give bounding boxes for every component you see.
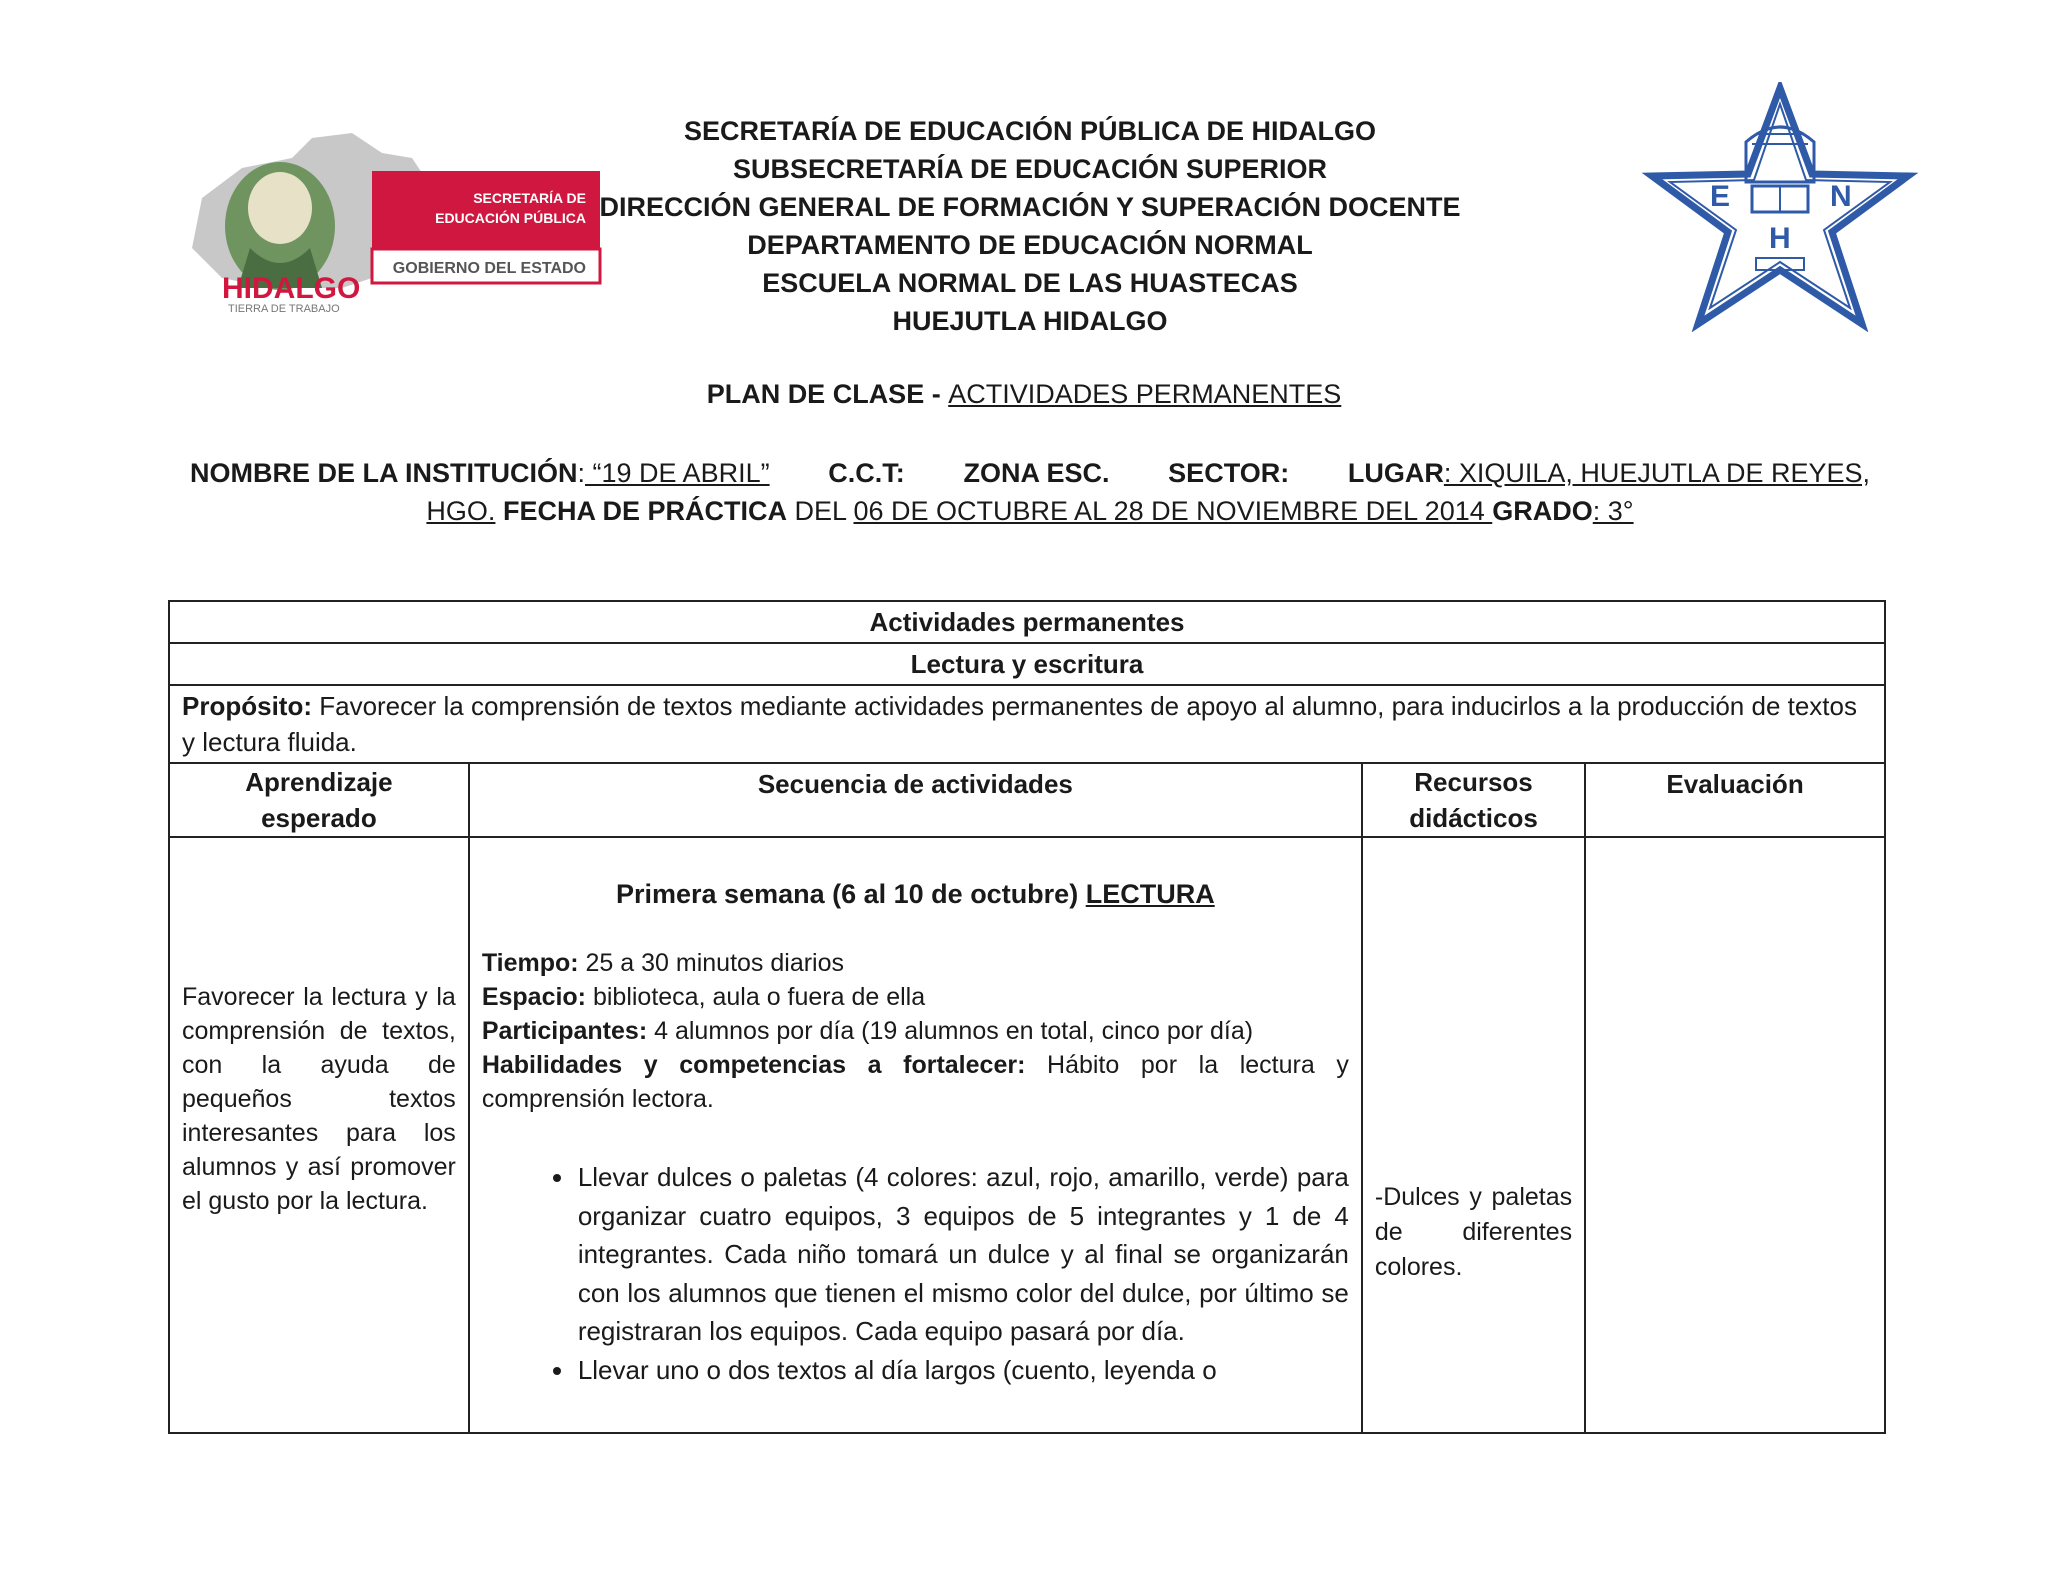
recursos-cell xyxy=(1362,837,1585,1433)
list-item: • Llevar uno o dos textos al día largos (cuento, leyenda o xyxy=(576,1351,1349,1390)
table-subtitle: Lectura y escritura xyxy=(169,643,1885,685)
hidalgo-tagline: TIERRA DE TRABAJO xyxy=(228,303,340,315)
semana-tag: LECTURA xyxy=(1085,879,1215,909)
fecha-value: 06 DE OCTUBRE AL 28 DE NOVIEMBRE DEL 2014 xyxy=(853,496,1493,526)
aprendizaje-text: Favorecer la lectura y la comprensión de textos, con la ayuda de pequeños textos interesantes para los alumnos y así promover el gusto por la lectura. xyxy=(182,983,456,1215)
lugar-value: : XIQUILA, HUEJUTLA DE REYES, xyxy=(1443,458,1870,488)
sep-logo-line2: EDUCACIÓN PÚBLICA xyxy=(435,210,586,226)
activities-table xyxy=(168,600,1886,1434)
sep-logo-line1: SECRETARÍA DE xyxy=(473,190,586,206)
lugar-value-cont: HGO. xyxy=(426,496,496,526)
institution-name-label: NOMBRE DE LA INSTITUCIÓN xyxy=(190,458,578,488)
activities-list xyxy=(482,1158,1349,1389)
plan-title xyxy=(0,376,2048,412)
table-title: Actividades permanentes xyxy=(169,601,1885,643)
header-line-3: DIRECCIÓN GENERAL DE FORMACIÓN Y SUPERACIÓN DOCENTE xyxy=(599,192,1461,222)
enh-letter-n: N xyxy=(1830,180,1852,213)
proposito-cell xyxy=(169,685,1885,763)
plan-label: PLAN DE CLASE xyxy=(706,379,925,409)
fecha-del: DEL xyxy=(786,496,854,526)
participantes-value: 4 alumnos por día (19 alumnos en total, cinco por día) xyxy=(647,1017,1254,1045)
institution-info xyxy=(190,454,1870,530)
lugar-label: LUGAR xyxy=(1347,458,1444,488)
aprendizaje-cell xyxy=(169,837,469,1433)
header-line-1: SECRETARÍA DE EDUCACIÓN PÚBLICA DE HIDALGO xyxy=(683,116,1377,146)
proposito-text: Favorecer la comprensión de textos mediante actividades permanentes de apoyo al alumno, para inducirlos a la producción de textos y lectura fluida. xyxy=(182,691,1857,757)
header-secuencia: Secuencia de actividades xyxy=(469,763,1362,837)
proposito-label: Propósito: xyxy=(182,691,312,721)
grado-value: : 3° xyxy=(1592,496,1634,526)
espacio-label: Espacio: xyxy=(481,983,587,1011)
header-recursos: Recursos didácticos xyxy=(1362,763,1585,837)
semana-title xyxy=(482,876,1349,912)
habilidades-label: Habilidades y competencias a fortalecer: xyxy=(481,1051,1026,1079)
enh-letter-h: H xyxy=(1769,222,1791,255)
fecha-label: FECHA DE PRÁCTICA xyxy=(502,496,787,526)
plan-value: ACTIVIDADES PERMANENTES xyxy=(948,379,1342,409)
header-aprendizaje: Aprendizaje esperado xyxy=(169,763,469,837)
tiempo-value: 25 a 30 minutos diarios xyxy=(578,949,845,977)
grado-label: GRADO xyxy=(1492,496,1593,526)
institution-name-value: “19 DE ABRIL” xyxy=(585,458,770,488)
tiempo-label: Tiempo: xyxy=(481,949,579,977)
institution-colon: : xyxy=(577,458,586,488)
cct-label: C.C.T: xyxy=(828,458,905,488)
espacio-value: biblioteca, aula o fuera de ella xyxy=(586,983,926,1011)
evaluacion-cell xyxy=(1585,837,1885,1433)
participantes-label: Participantes: xyxy=(481,1017,648,1045)
habilidades-value: Hábito por la lectura y comprensión lectora. xyxy=(481,1051,1349,1113)
header-line-4: DEPARTAMENTO DE EDUCACIÓN NORMAL xyxy=(747,230,1313,260)
recursos-text: -Dulces y paletas de diferentes colores. xyxy=(1374,1183,1573,1281)
semana-title-text: Primera semana (6 al 10 de octubre) xyxy=(615,879,1086,909)
plan-separator: - xyxy=(924,379,949,409)
secuencia-cell xyxy=(469,837,1362,1433)
sep-hidalgo-logo xyxy=(182,128,602,316)
header-line-6: HUEJUTLA HIDALGO xyxy=(892,306,1168,336)
gobierno-logo-text: GOBIERNO DEL ESTADO xyxy=(392,260,586,277)
activity-params xyxy=(482,946,1349,1116)
sector-label: SECTOR: xyxy=(1168,458,1290,488)
header-line-5: ESCUELA NORMAL DE LAS HUASTECAS xyxy=(762,268,1298,298)
list-item: • Llevar dulces o paletas (4 colores: azul, rojo, amarillo, verde) para organizar cuatro equipos, 3 equipos de 5 integrantes y 1 de 4 integrantes. Cada niño tomará un dulce y al final se organizarán con los alumnos que tienen el mismo color del dulce, por último se registraran los equipos. Cada equipo pasará por día. xyxy=(576,1158,1349,1351)
enh-star-logo xyxy=(1640,82,1920,332)
zona-label: ZONA ESC. xyxy=(963,458,1110,488)
header-line-2: SUBSECRETARÍA DE EDUCACIÓN SUPERIOR xyxy=(732,154,1328,184)
header-evaluacion: Evaluación xyxy=(1585,763,1885,837)
enh-letter-e: E xyxy=(1710,180,1731,213)
hidalgo-brand-text: HIDALGO xyxy=(222,272,361,305)
document-header xyxy=(540,112,1520,340)
